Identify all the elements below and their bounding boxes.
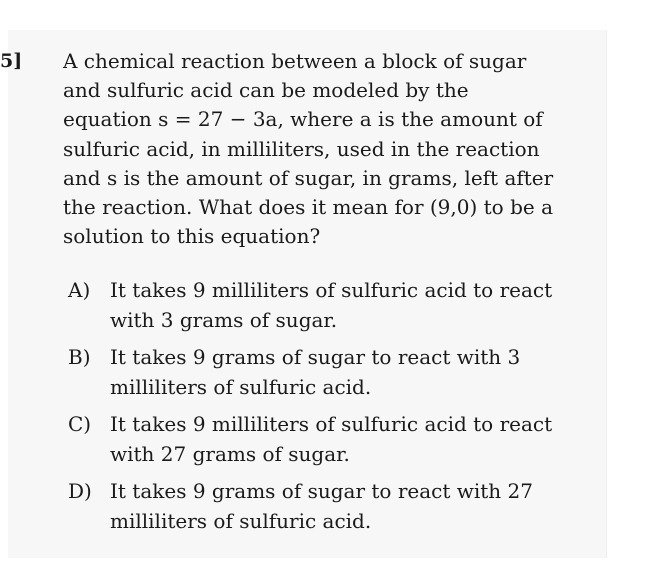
choice-b[interactable] <box>68 343 608 410</box>
choice-line: It takes 9 milliliters of sulfuric acid to react <box>110 278 553 302</box>
stem-line: the reaction. What does it mean for (9,0) to be a <box>63 195 553 220</box>
choice-d[interactable] <box>68 477 608 544</box>
choice-line: It takes 9 grams of sugar to react with 3 <box>110 345 521 369</box>
choice-line: It takes 9 milliliters of sulfuric acid to react <box>110 412 553 436</box>
choice-letter: D) <box>68 479 92 503</box>
choice-letter: A) <box>68 278 91 302</box>
stem-line: solution to this equation? <box>63 224 321 249</box>
choice-text <box>110 276 610 335</box>
choice-line: It takes 9 grams of sugar to react with 27 <box>110 479 533 503</box>
choice-line: milliliters of sulfuric acid. <box>110 508 372 533</box>
choice-text <box>110 410 610 469</box>
stem-line: and sulfuric acid can be modeled by the <box>63 78 469 103</box>
stem-line: sulfuric acid, in milliliters, used in the reaction <box>63 136 540 161</box>
stem-line: equation s = 27 − 3a, where a is the amount of <box>63 107 543 132</box>
choice-letter: C) <box>68 412 92 436</box>
choice-c[interactable] <box>68 410 608 477</box>
stem-line: A chemical reaction between a block of sugar <box>63 49 527 73</box>
choice-text <box>110 477 610 536</box>
choice-a[interactable] <box>68 276 608 343</box>
choice-text <box>110 343 610 402</box>
choice-line: with 27 grams of sugar. <box>110 441 350 466</box>
choice-letter: B) <box>68 345 91 369</box>
stem-line: and s is the amount of sugar, in grams, left after <box>63 165 554 190</box>
choice-line: milliliters of sulfuric acid. <box>110 374 372 399</box>
answer-choices <box>68 276 608 544</box>
question-number: 5] <box>0 50 23 72</box>
choice-line: with 3 grams of sugar. <box>110 307 338 332</box>
question-stem <box>63 47 603 251</box>
